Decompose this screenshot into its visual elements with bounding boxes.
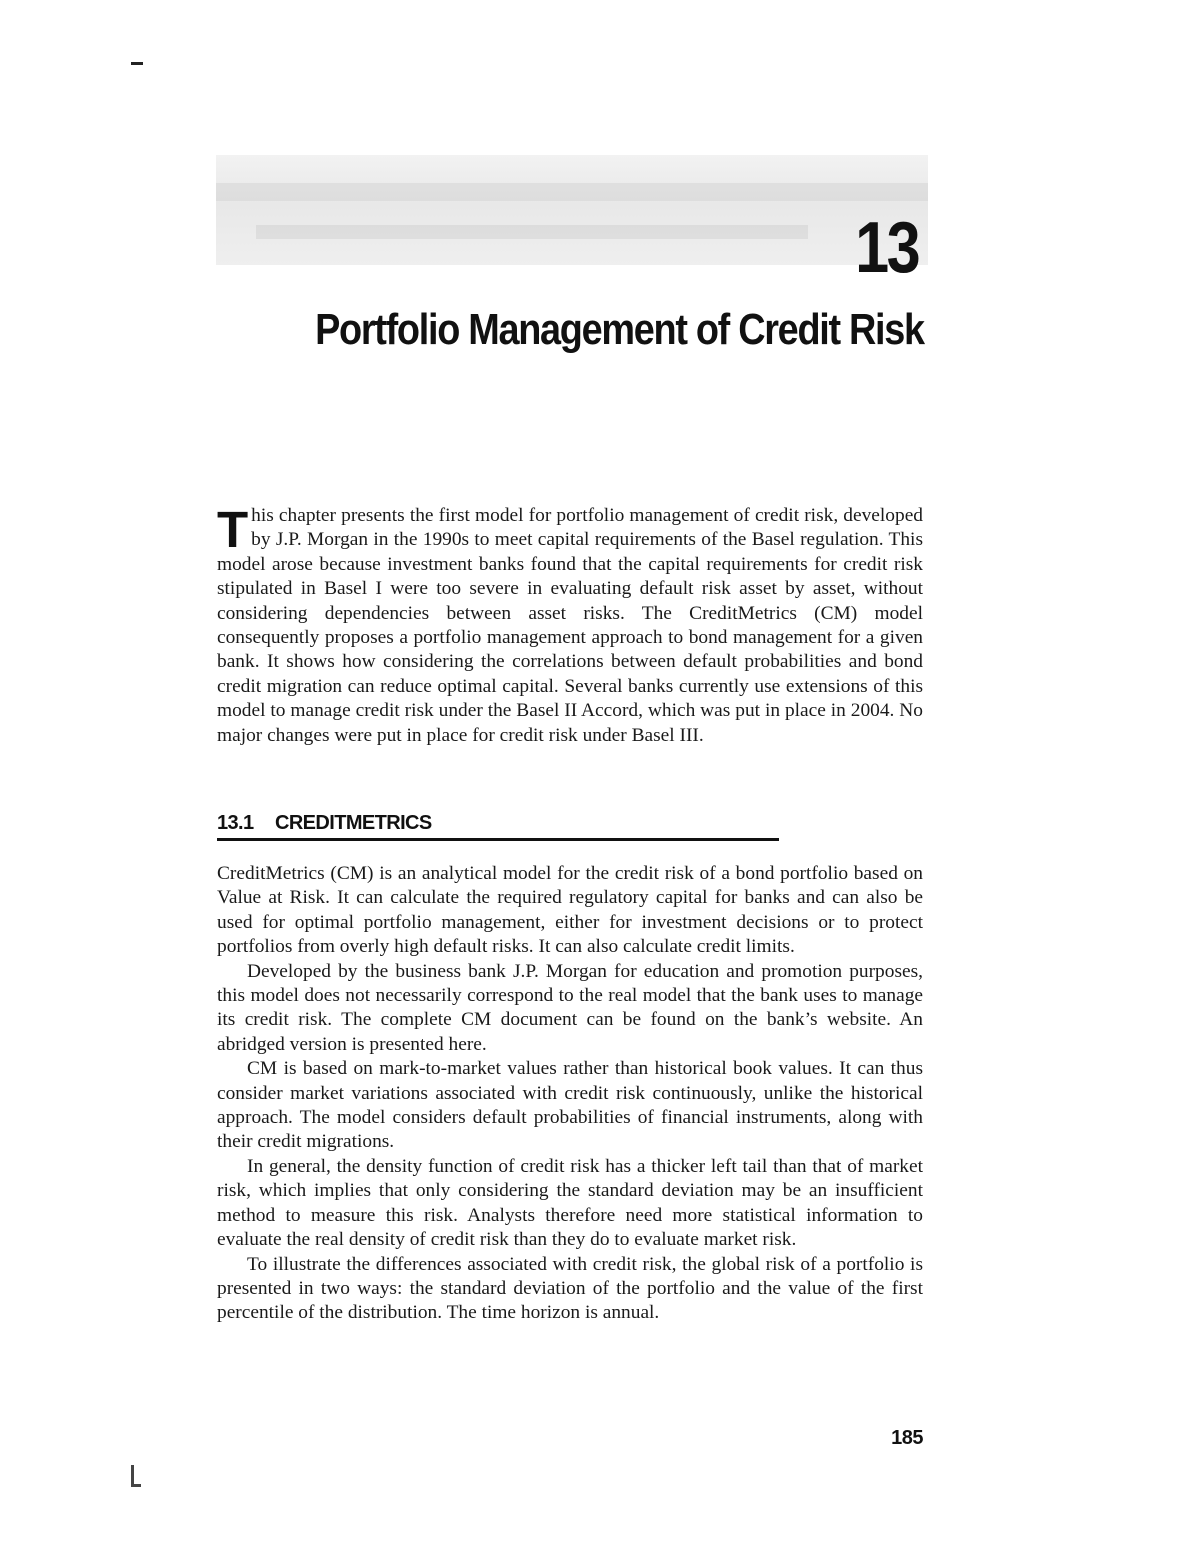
page-number: 185 (891, 1427, 923, 1449)
section-number: 13.1 (217, 812, 254, 834)
section-heading (217, 812, 779, 835)
crop-mark-top (131, 62, 143, 65)
body-paragraph: CreditMetrics (CM) is an analytical model for the credit risk of a bond portfolio based on Value at Risk. It can calculate the required regulatory capital for banks and can also be used for optimal portfolio management, either for investment decisions or to protect portfolios from overly high default risks. It can also calculate credit limits. (217, 863, 923, 958)
body-paragraph: In general, the density function of credit risk has a thicker left tail than that of market risk, which implies that only considering the standard deviation may be an insufficient method to measure this risk. Analysts therefore need more statistical information to evaluate the real density of credit risk than they do to evaluate market risk. (217, 1155, 923, 1251)
intro-text: his chapter presents the first model for portfolio management of credit risk, developed by J.P. Morgan in the 1990s to meet capital requirements of the Basel regulation. This model arose because investment banks found that the capital requirements for credit risk stipulated in Basel I were too severe in evaluating default risk asset by asset, without considering dependencies between asset risks. The CreditMetrics (CM) model consequently proposes a portfolio management approach to bond management for a given bank. It shows how considering the correlations between default probabilities and bond credit migration can reduce optimal capital. Several banks currently use extensions of this model to manage credit risk under the Basel II Accord, which was put in place in 2004. No major changes were put in place for credit risk under Basel III. (217, 505, 923, 746)
crop-mark-bottom (131, 1465, 134, 1487)
section-title: CREDITMETRICS (275, 812, 432, 834)
intro-paragraph (217, 501, 923, 748)
section-rule (217, 838, 779, 841)
chapter-title: Portfolio Management of Credit Risk (315, 305, 924, 354)
chapter-intro (217, 501, 923, 748)
chapter-number: 13 (855, 208, 918, 288)
drop-cap: T (217, 501, 249, 558)
chapter-banner (216, 155, 928, 265)
body-paragraph: CM is based on mark-to-market values rather than historical book values. It can thus consider market variations associated with credit risk continuously, unlike the historical approach. The model considers default probabilities of financial instruments, along with their credit migrations. (217, 1058, 923, 1153)
body-paragraph: Developed by the business bank J.P. Morgan for education and promotion purposes, this model does not necessarily correspond to the real model that the bank uses to manage its credit risk. The complete CM document can be found on the bank’s website. An abridged version is presented here. (217, 960, 923, 1055)
section-body (217, 862, 923, 1326)
body-paragraph: To illustrate the differences associated with credit risk, the global risk of a portfolio is presented in two ways: the standard deviation of the portfolio and the value of the first percentile of the distribution. The time horizon is annual. (217, 1253, 923, 1324)
